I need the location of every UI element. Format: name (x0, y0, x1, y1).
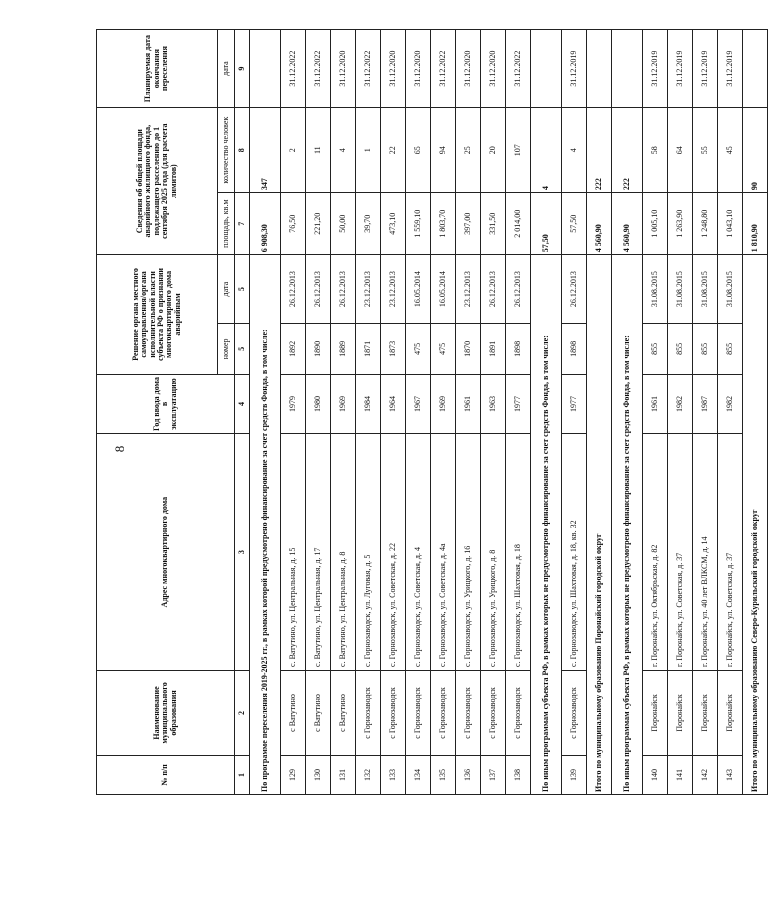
row-people: 107 (506, 108, 531, 193)
row-decision-number: 855 (718, 324, 743, 375)
row-address: с. Горнозаводск, ул. Урицкого, д. 8 (481, 434, 506, 671)
row-planned-date: 31.12.2022 (306, 30, 331, 108)
row-number: 130 (306, 755, 331, 794)
row-decision-date: 26.12.2013 (506, 255, 531, 324)
row-planned-date: 31.12.2019 (668, 30, 693, 108)
row-planned-date: 31.12.2020 (406, 30, 431, 108)
row-decision-date: 23.12.2013 (356, 255, 381, 324)
header-area: площадь, кв.м (218, 193, 235, 255)
row-year: 1964 (381, 374, 406, 434)
row-decision-date: 26.12.2013 (481, 255, 506, 324)
row-planned-date: 31.12.2019 (718, 30, 743, 108)
row-number: 143 (718, 755, 743, 794)
table-row (431, 30, 456, 795)
row-decision-number: 1871 (356, 324, 381, 375)
row-decision-number: 1870 (456, 324, 481, 375)
table-body (235, 30, 768, 795)
row-decision-number: 855 (693, 324, 718, 375)
row-year: 1977 (506, 374, 531, 434)
row-municipality: с Горнозаводск (456, 670, 481, 755)
table-row (381, 30, 406, 795)
row-people: 22 (381, 108, 406, 193)
row-address: с. Горнозаводск, ул. Шахтовая, д. 18 (506, 434, 531, 671)
row-area: 50,00 (331, 193, 356, 255)
row-decision-date: 16.05.2014 (406, 255, 431, 324)
section-people: 347 (250, 108, 281, 193)
row-decision-number: 1873 (381, 324, 406, 375)
header-planned: Планируемая дата окончания переселения (97, 30, 218, 108)
row-area: 39,70 (356, 193, 381, 255)
row-decision-date: 23.12.2013 (456, 255, 481, 324)
row-planned-date: 31.12.2019 (693, 30, 718, 108)
row-address: г. Поронайск, ул. Советская, д. 37 (668, 434, 693, 671)
row-people: 20 (481, 108, 506, 193)
row-people: 25 (456, 108, 481, 193)
row-address: г. Поронайск, ул. Октябрьская, д. 82 (643, 434, 668, 671)
row-decision-date: 31.08.2015 (718, 255, 743, 324)
column-number: 4 (235, 374, 250, 434)
row-address: с. Горнозаводск, ул. Советская, д. 4 (406, 434, 431, 671)
header-area-info: Сведения об общей площади аварийного жилищного фонда, подлежащего расселению до 1 сентября 2025 года (для расчета лимитов) (97, 108, 218, 255)
total-empty (587, 30, 612, 108)
section-people: 4 (531, 108, 562, 193)
row-planned-date: 31.12.2022 (431, 30, 456, 108)
row-address: г. Поронайск, ул. 40 лет ВЛКСМ, д. 14 (693, 434, 718, 671)
row-address: г. Поронайск, ул. Советская, д. 37 (718, 434, 743, 671)
row-year: 1987 (693, 374, 718, 434)
table-row (643, 30, 668, 795)
row-municipality: с Горнозаводск (381, 670, 406, 755)
row-people: 11 (306, 108, 331, 193)
row-decision-date: 16.05.2014 (431, 255, 456, 324)
column-number: 7 (235, 193, 250, 255)
table-row (306, 30, 331, 795)
table-row (562, 30, 587, 795)
section-title: По иным программам субъекта РФ, в рамках которых не предусмотрено финансирование за счет средств Фонда, в том числе: (612, 255, 643, 795)
row-area: 1 248,80 (693, 193, 718, 255)
page-number: 8 (112, 445, 127, 453)
row-planned-date: 31.12.2020 (381, 30, 406, 108)
column-number: 3 (235, 434, 250, 671)
row-area: 57,50 (562, 193, 587, 255)
row-area: 1 005,10 (643, 193, 668, 255)
row-number: 135 (431, 755, 456, 794)
row-planned-date: 31.12.2019 (562, 30, 587, 108)
row-year: 1979 (281, 374, 306, 434)
section-header-row (612, 30, 643, 795)
row-decision-number: 475 (431, 324, 456, 375)
row-decision-date: 31.08.2015 (643, 255, 668, 324)
row-decision-date: 26.12.2013 (281, 255, 306, 324)
row-area: 473,10 (381, 193, 406, 255)
rotated-table-container (96, 29, 759, 795)
section-area: 4 560,90 (612, 193, 643, 255)
row-municipality: Поронайск (718, 670, 743, 755)
row-area: 76,50 (281, 193, 306, 255)
row-address: с. Горнозаводск, ул. Луговая, д. 5 (356, 434, 381, 671)
table-row (456, 30, 481, 795)
row-area: 221,20 (306, 193, 331, 255)
total-area: 4 560,90 (587, 193, 612, 255)
row-address: с. Ватутино, ул. Центральная, д. 17 (306, 434, 331, 671)
row-municipality: с Горнозаводск (562, 670, 587, 755)
row-people: 94 (431, 108, 456, 193)
table-row (718, 30, 743, 795)
column-number: 2 (235, 670, 250, 755)
row-number: 139 (562, 755, 587, 794)
row-municipality: с Горнозаводск (356, 670, 381, 755)
section-title: По программе переселения 2019-2025 гг., в рамках которой предусмотрено финансирование за счет средств Фонда, в том числе: (250, 255, 281, 795)
total-label: Итого по муниципальному образованию Северо-Курильский городской округ (743, 255, 768, 795)
row-decision-date: 26.12.2013 (562, 255, 587, 324)
row-people: 55 (693, 108, 718, 193)
row-people: 2 (281, 108, 306, 193)
row-address: с. Горнозаводск, ул. Урицкого, д. 16 (456, 434, 481, 671)
header-decision-number: номер (218, 324, 235, 375)
row-decision-date: 23.12.2013 (381, 255, 406, 324)
row-year: 1982 (718, 374, 743, 434)
row-area: 1 559,10 (406, 193, 431, 255)
table-row (356, 30, 381, 795)
total-people: 90 (743, 108, 768, 193)
row-municipality: с Ватутино (281, 670, 306, 755)
header-decision-date: дата (218, 255, 235, 324)
row-people: 4 (562, 108, 587, 193)
row-year: 1982 (668, 374, 693, 434)
row-municipality: с Ватутино (331, 670, 356, 755)
table-row (406, 30, 431, 795)
header-year: Год ввода дома в эксплуатацию (97, 374, 235, 434)
row-municipality: с Горнозаводск (481, 670, 506, 755)
column-number: 1 (235, 755, 250, 794)
header-people: количество человек (218, 108, 235, 193)
row-area: 1 263,90 (668, 193, 693, 255)
section-header-row (250, 30, 281, 795)
row-municipality: с Горнозаводск (506, 670, 531, 755)
row-year: 1977 (562, 374, 587, 434)
header-municipality: Наименование муниципального образования (97, 670, 235, 755)
section-header-row (531, 30, 562, 795)
row-area: 2 014,00 (506, 193, 531, 255)
row-planned-date: 31.12.2019 (643, 30, 668, 108)
row-people: 1 (356, 108, 381, 193)
row-decision-number: 855 (643, 324, 668, 375)
total-row-poronaysk (587, 30, 612, 795)
section-area: 6 908,30 (250, 193, 281, 255)
row-people: 4 (331, 108, 356, 193)
row-number: 142 (693, 755, 718, 794)
row-planned-date: 31.12.2020 (331, 30, 356, 108)
row-number: 131 (331, 755, 356, 794)
row-decision-number: 1890 (306, 324, 331, 375)
total-people: 222 (587, 108, 612, 193)
header-decision: Решение органа местного самоуправления/органа исполнительной власти субъекта РФ о признании многоквартирного дома аварийным (97, 255, 218, 374)
row-number: 129 (281, 755, 306, 794)
row-decision-number: 1898 (506, 324, 531, 375)
row-year: 1967 (406, 374, 431, 434)
row-people: 65 (406, 108, 431, 193)
row-year: 1961 (643, 374, 668, 434)
section-empty (531, 30, 562, 108)
row-municipality: Поронайск (668, 670, 693, 755)
row-number: 132 (356, 755, 381, 794)
header-num: № п/п (97, 755, 235, 794)
row-planned-date: 31.12.2022 (281, 30, 306, 108)
column-number: 8 (235, 108, 250, 193)
row-address: с. Горнозаводск, ул. Шахтовая, д. 18, кв. 32 (562, 434, 587, 671)
column-numbers-row (235, 30, 250, 795)
row-number: 137 (481, 755, 506, 794)
row-municipality: с Ватутино (306, 670, 331, 755)
total-row-severo (743, 30, 768, 795)
row-number: 141 (668, 755, 693, 794)
section-people: 222 (612, 108, 643, 193)
section-title: По иным программам субъекта РФ, в рамках которых не предусмотрено финансирование за счет средств Фонда, в том числе: (531, 255, 562, 795)
row-number: 134 (406, 755, 431, 794)
row-people: 45 (718, 108, 743, 193)
row-decision-date: 26.12.2013 (306, 255, 331, 324)
row-planned-date: 31.12.2022 (356, 30, 381, 108)
table-row (693, 30, 718, 795)
row-number: 140 (643, 755, 668, 794)
row-address: с. Ватутино, ул. Центральная, д. 8 (331, 434, 356, 671)
row-municipality: с Горнозаводск (431, 670, 456, 755)
row-year: 1980 (306, 374, 331, 434)
row-area: 397,00 (456, 193, 481, 255)
row-planned-date: 31.12.2022 (506, 30, 531, 108)
total-empty (743, 30, 768, 108)
table-row (331, 30, 356, 795)
row-decision-number: 1892 (281, 324, 306, 375)
table-row (281, 30, 306, 795)
row-planned-date: 31.12.2020 (481, 30, 506, 108)
row-year: 1963 (481, 374, 506, 434)
row-number: 136 (456, 755, 481, 794)
row-people: 58 (643, 108, 668, 193)
column-number: 5 (235, 324, 250, 375)
row-number: 138 (506, 755, 531, 794)
row-decision-number: 1898 (562, 324, 587, 375)
row-area: 1 043,10 (718, 193, 743, 255)
row-planned-date: 31.12.2020 (456, 30, 481, 108)
section-empty (612, 30, 643, 108)
housing-table (96, 29, 768, 795)
row-area: 1 803,70 (431, 193, 456, 255)
row-municipality: Поронайск (693, 670, 718, 755)
row-address: с. Горнозаводск, ул. Советская, д. 22 (381, 434, 406, 671)
row-decision-date: 31.08.2015 (668, 255, 693, 324)
row-decision-number: 1891 (481, 324, 506, 375)
column-number: 5 (235, 255, 250, 324)
row-year: 1969 (431, 374, 456, 434)
section-empty (250, 30, 281, 108)
row-municipality: с Горнозаводск (406, 670, 431, 755)
row-address: с. Ватутино, ул. Центральная, д. 15 (281, 434, 306, 671)
table-row (668, 30, 693, 795)
row-decision-number: 855 (668, 324, 693, 375)
row-number: 133 (381, 755, 406, 794)
total-label: Итого по муниципальному образованию Поронайский городской округ (587, 255, 612, 795)
row-year: 1961 (456, 374, 481, 434)
row-area: 331,50 (481, 193, 506, 255)
row-decision-number: 475 (406, 324, 431, 375)
row-decision-number: 1889 (331, 324, 356, 375)
row-address: с. Горнозаводск, ул. Советская, д. 4а (431, 434, 456, 671)
row-municipality: Поронайск (643, 670, 668, 755)
row-decision-date: 31.08.2015 (693, 255, 718, 324)
row-decision-date: 26.12.2013 (331, 255, 356, 324)
table-row (481, 30, 506, 795)
row-year: 1984 (356, 374, 381, 434)
row-people: 64 (668, 108, 693, 193)
table-row (506, 30, 531, 795)
row-year: 1969 (331, 374, 356, 434)
header-planned-date: дата (218, 30, 235, 108)
header-address: Адрес многоквартирного дома (97, 434, 235, 671)
total-area: 1 810,90 (743, 193, 768, 255)
section-area: 57,50 (531, 193, 562, 255)
column-number: 9 (235, 30, 250, 108)
